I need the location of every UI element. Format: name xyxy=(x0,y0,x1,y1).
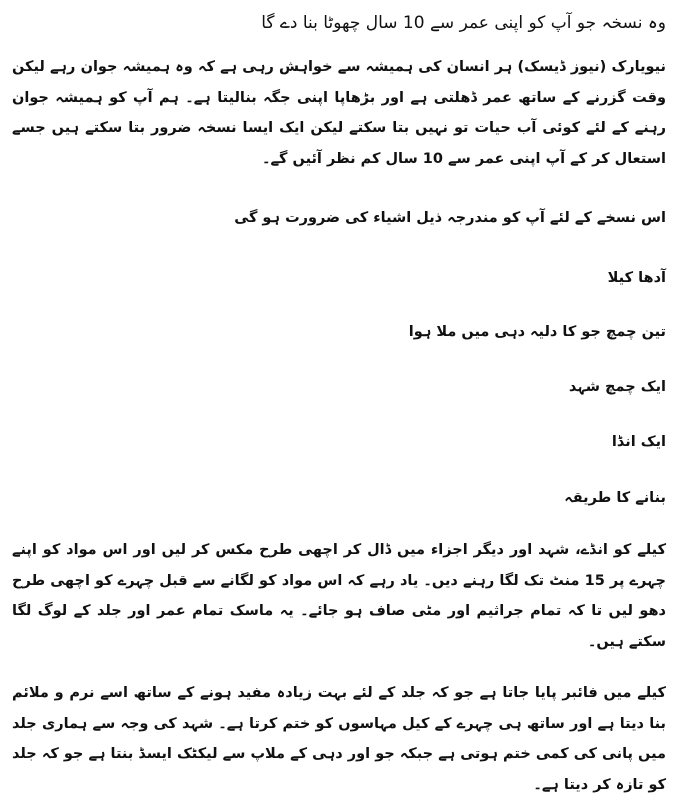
ingredient-item: ایک چمچ شہد xyxy=(568,379,666,395)
intro-paragraph: نیویارک (نیوز ڈیسک) ہر انسان کی ہمیشہ سے خواہش رہی ہے کہ وہ ہمیشہ جوان رہے لیکن وقت گزرنے کے ساتھ عمر ڈھلتی ہے اور بڑھاپا اپنی جگہ بنالیتا ہے۔ ہم آپ کو ہمیشہ جوان رہنے کے لئے کوئی آب حیات تو نہیں بتا سکتے لیکن ایک ایسا نسخہ ضرور بتا سکتے ہیں جسے استعال کر کے آپ اپنی عمر سے 10 سال کم نظر آئیں گے۔ xyxy=(12,59,666,167)
method-paragraph: کیلے کو انڈے، شہد اور دیگر اجزاء میں ڈال کر اچھی طرح مکس کر لیں اور اس مواد کو اپنے چہرے پر 15 منٹ تک لگا رہنے دیں۔ یاد رہے کہ اس مواد کو لگانے سے قبل چہرے کو اچھی طرح دھو لیں تا کہ تمام جراثیم اور مٹی صاف ہو جائے۔ یہ ماسک تمام عمر اور جلد کے لوگ لگا سکتے ہیں۔ xyxy=(12,542,666,650)
ingredients-intro: اس نسخے کے لئے آپ کو مندرجہ ذیل اشیاء کی ضرورت ہو گی xyxy=(234,210,666,226)
article-title: وہ نسخہ جو آپ کو اپنی عمر سے 10 سال چھوٹا بنا دے گا xyxy=(261,13,666,33)
ingredient-item: آدھا کیلا xyxy=(607,270,666,286)
ingredient-item: ایک انڈا xyxy=(611,434,666,450)
benefits-paragraph: کیلے میں فائبر پایا جاتا ہے جو کہ جلد کے لئے بہت زیادہ مفید ہونے کے ساتھ اسے نرم و ملائم بنا دیتا ہے اور ساتھ ہی چہرے کے کیل مہاسوں کو ختم کرتا ہے۔ شہد کی وجہ سے ہماری جلد میں پانی کی کمی ختم ہوتی ہے جبکہ جو اور دہی کے ملاپ سے لیکٹک ایسڈ بنتا ہے جو کہ جلد کو تازہ کر دیتا ہے۔ xyxy=(12,685,666,793)
method-heading: بنانے کا طریقہ xyxy=(564,490,666,506)
ingredient-item: تین چمچ جو کا دلیہ دہی میں ملا ہوا xyxy=(408,324,666,340)
